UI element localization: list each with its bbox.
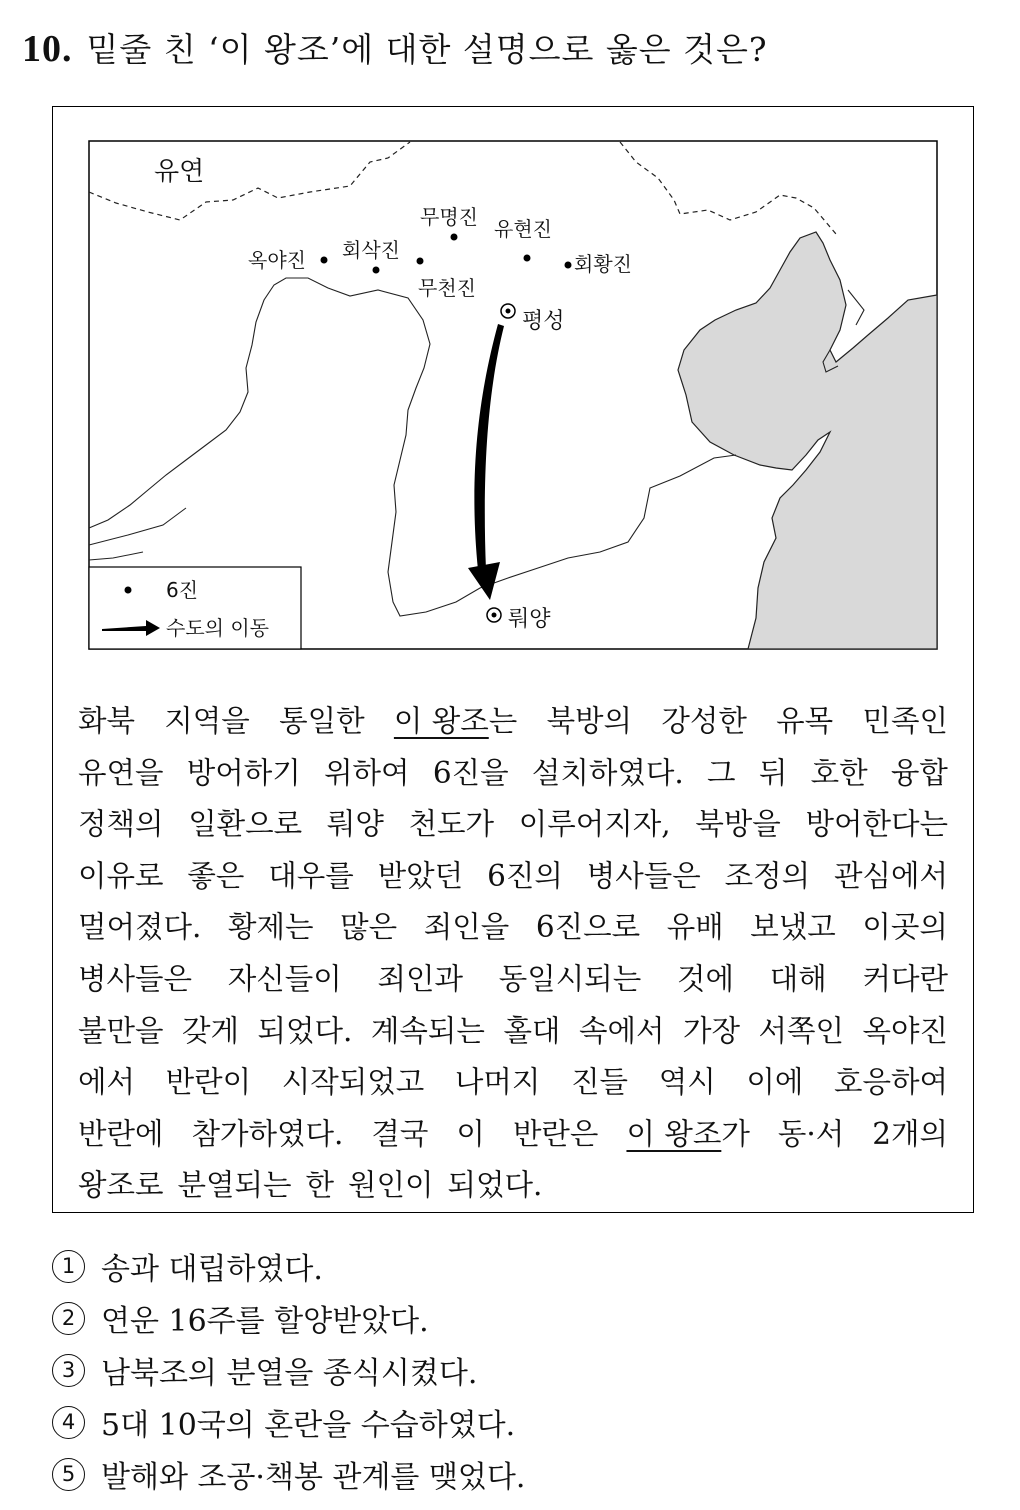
passage-line [78, 1160, 948, 1212]
legend-arrow-label: 수도의 이동 [166, 616, 269, 640]
passage-word: 지역을 [164, 704, 250, 738]
garrison-label: 무천진 [418, 276, 476, 300]
passage-word: 병사들은 [78, 961, 192, 996]
passage-word: 참가하였다. [191, 1116, 344, 1151]
passage-word: 분열되는 [177, 1168, 292, 1203]
passage-line [78, 902, 948, 954]
passage-word: 대해 [769, 961, 827, 996]
passage-word: 왕조로 [78, 1168, 164, 1203]
choice-marker: 3 [52, 1354, 85, 1387]
passage-word: 이에 [746, 1065, 804, 1100]
passage-word: 병사들은 [586, 858, 701, 893]
passage-word: 유목 [776, 704, 834, 738]
passage-word: 반란이 [165, 1065, 252, 1100]
passage-word: 방어한다는 [805, 807, 948, 842]
passage-word: 반란은 [512, 1116, 599, 1151]
passage-word: 6진의 [487, 858, 563, 893]
choice-text: 연운 16주를 할양받았다. [101, 1304, 429, 1339]
passage-word: 유연을 [78, 755, 164, 790]
passage-word: 이 [456, 1116, 485, 1151]
passage-line [78, 748, 948, 800]
passage-word: 뤄양 [326, 807, 384, 842]
choice-item[interactable] [52, 1396, 525, 1448]
passage-line [78, 696, 948, 748]
passage-word: 6진을 [432, 755, 509, 790]
passage-word: 민족인 [862, 704, 948, 738]
passage-word: 자신들이 [227, 961, 342, 996]
passage-word: 융합 [890, 755, 948, 790]
passage-word: 홀대 [503, 1013, 561, 1048]
garrison-label: 유현진 [494, 217, 552, 241]
passage-word: 이곳의 [862, 910, 948, 945]
passage-word: 원인이 [348, 1168, 434, 1203]
passage-line [78, 1109, 948, 1161]
passage-word: 북방을 [695, 807, 781, 842]
choice-text: 5대 10국의 혼란을 수습하였다. [101, 1408, 516, 1443]
passage-word: 가장 [682, 1013, 740, 1048]
passage-word: 에서 [78, 1065, 135, 1100]
passage-word-underlined: 이 왕조가 [626, 1116, 750, 1151]
passage [78, 696, 948, 1212]
passage-word: 2개의 [872, 1116, 948, 1151]
garrison-dot [373, 267, 380, 274]
passage-line [78, 1057, 948, 1109]
choice-item[interactable] [52, 1344, 525, 1396]
passage-line [78, 1006, 948, 1058]
passage-word: 관심에서 [834, 858, 948, 893]
garrison-dot [321, 257, 328, 264]
passage-word: 유배 [666, 910, 724, 945]
passage-word: 그 [707, 755, 736, 790]
passage-word: 되었다. [447, 1168, 543, 1203]
choice-marker: 4 [52, 1406, 85, 1439]
region-label-rouran: 유연 [154, 157, 205, 187]
choice-marker: 1 [52, 1250, 85, 1283]
passage-word: 죄인을 [423, 910, 510, 945]
capital-label-luoyang: 뤄양 [508, 607, 551, 632]
passage-word: 통일한 [279, 704, 365, 738]
garrison-dot [417, 258, 424, 265]
answer-choices [52, 1240, 525, 1500]
passage-word: 동·서 [777, 1116, 845, 1151]
capital-marker-center [506, 309, 511, 314]
passage-word: 북방의 [546, 704, 633, 738]
passage-word: 반란에 [78, 1116, 164, 1151]
passage-word: 조정의 [724, 858, 811, 893]
question-text: 밑줄 친 ‘이 왕조’에 대한 설명으로 옳은 것은? [86, 30, 768, 69]
choice-item[interactable] [52, 1292, 525, 1344]
historical-map [88, 140, 938, 650]
passage-word: 시작되었고 [281, 1065, 425, 1100]
passage-line [78, 851, 948, 903]
garrison-dot [451, 234, 458, 241]
passage-word: 속에서 [578, 1013, 665, 1048]
garrison-dot [565, 262, 572, 269]
passage-word: 것에 [677, 961, 734, 996]
passage-line [78, 954, 948, 1006]
legend-dot-icon [125, 587, 132, 594]
passage-word: 받았던 [377, 858, 464, 893]
passage-word: 멀어졌다. [78, 910, 202, 945]
passage-word: 옥야진 [862, 1013, 948, 1048]
question-number: 10. [22, 28, 73, 70]
passage-word: 이루어지자, [518, 807, 671, 842]
passage-word: 일환으로 [188, 807, 303, 842]
choice-item[interactable] [52, 1240, 525, 1292]
legend-dot-label: 6진 [166, 578, 199, 602]
choice-text: 송과 대립하였다. [101, 1252, 323, 1287]
passage-word: 호응하여 [833, 1065, 948, 1100]
passage-word-underlined: 이 왕조는 [393, 704, 518, 738]
passage-word: 많은 [340, 910, 398, 945]
passage-word: 천도가 [408, 807, 495, 842]
capital-marker-center [492, 613, 497, 618]
passage-word: 호한 [810, 755, 868, 790]
garrison-label: 회황진 [574, 252, 632, 276]
passage-word: 설치하였다. [531, 755, 684, 790]
garrison-label: 무명진 [420, 205, 478, 229]
passage-word: 강성한 [661, 704, 747, 738]
choice-marker: 5 [52, 1458, 85, 1491]
question-header [22, 24, 768, 71]
passage-word: 위하여 [324, 755, 410, 790]
passage-word: 정책의 [78, 807, 164, 842]
choice-text: 남북조의 분열을 종식시켰다. [101, 1356, 478, 1391]
passage-word: 역시 [658, 1065, 716, 1100]
passage-word: 되었다. [257, 1013, 353, 1048]
passage-word: 결국 [371, 1116, 429, 1151]
garrison-dot [524, 255, 531, 262]
passage-word: 불만을 [78, 1013, 164, 1048]
passage-word: 방어하기 [186, 755, 301, 790]
passage-word: 뒤 [758, 755, 788, 790]
passage-word: 서쪽인 [758, 1013, 844, 1048]
underlined-term: 이 왕조 [393, 704, 489, 738]
passage-word: 계속되는 [370, 1013, 485, 1048]
choice-text: 발해와 조공·책봉 관계를 맺었다. [101, 1460, 526, 1495]
passage-word: 한 [305, 1168, 334, 1203]
passage-word: 갖게 [182, 1013, 240, 1048]
passage-word: 진들 [571, 1065, 629, 1100]
passage-word: 보냈고 [750, 910, 836, 945]
passage-line [78, 799, 948, 851]
passage-word: 나머지 [454, 1065, 541, 1100]
passage-word: 대우를 [268, 858, 354, 893]
passage-word: 황제는 [227, 910, 314, 945]
passage-word: 죄인과 [377, 961, 463, 996]
passage-word: 커다란 [862, 961, 948, 996]
choice-marker: 2 [52, 1302, 85, 1335]
garrison-label: 회삭진 [342, 238, 400, 262]
underlined-term: 이 왕조 [626, 1116, 722, 1151]
passage-word: 이유로 [78, 858, 164, 893]
garrison-label: 옥야진 [248, 248, 306, 272]
capital-label-pingcheng: 평성 [522, 309, 565, 334]
passage-word: 좋은 [187, 858, 245, 893]
choice-item[interactable] [52, 1448, 525, 1500]
passage-word: 화북 [78, 704, 135, 738]
passage-word: 6진으로 [535, 910, 641, 945]
passage-word: 동일시되는 [498, 961, 642, 996]
